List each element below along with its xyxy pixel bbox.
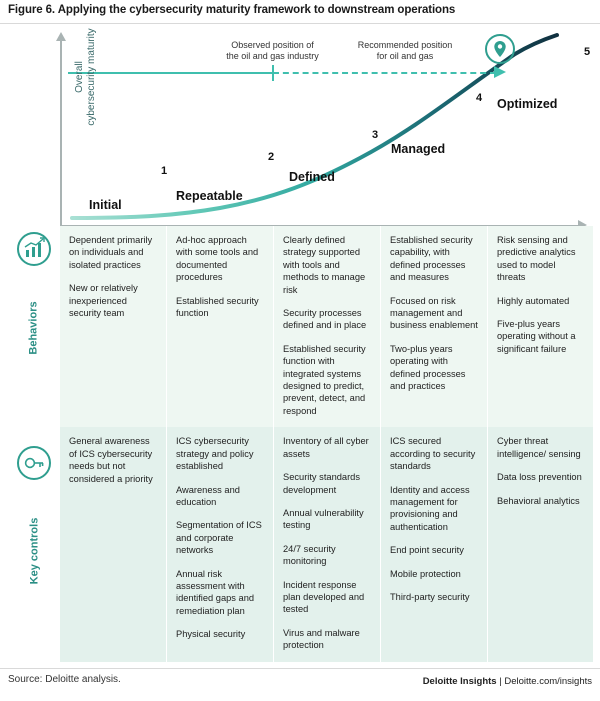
- behaviors-row: [60, 226, 593, 427]
- stage-label-managed: Managed: [391, 142, 446, 156]
- y-axis-label-line1: Overall: [74, 61, 85, 93]
- behaviors-cell-initial: [60, 226, 167, 427]
- footer-divider: [0, 668, 600, 669]
- text-line: Clearly defined strategy supported with tools and methods to manage risk: [283, 235, 366, 295]
- stage-number-4: 4: [476, 92, 483, 104]
- text-line: Focused on risk management and business enablement: [390, 295, 478, 331]
- behaviors-cell-optimized: [488, 226, 593, 427]
- text-line: Awareness and education: [176, 484, 240, 507]
- text-line: Established security function with integrated systems designed to predict, prevent, detect, and respond: [283, 343, 366, 416]
- behaviors-cell-managed: [381, 226, 488, 427]
- brand-name: Deloitte Insights: [422, 676, 497, 687]
- stage-number-1: 1: [161, 165, 168, 177]
- behaviors-cell-defined: [274, 226, 381, 427]
- rail-key-controls: [8, 446, 60, 616]
- text-line: Mobile protection: [390, 568, 461, 579]
- controls-cell-managed: [381, 427, 488, 661]
- text-line: Dependent primarily on individuals and isolated practices: [69, 235, 153, 270]
- text-line: Cyber threat intelligence/ sensing: [497, 436, 581, 459]
- y-axis-label-line2: cybersecurity maturity: [86, 28, 97, 126]
- text-line: Virus and malware protection: [283, 627, 360, 651]
- stage-number-5: 5: [584, 46, 591, 58]
- text-line: Established security capability, with defined processes and measures: [390, 235, 473, 283]
- stage-label-initial: Initial: [89, 198, 122, 212]
- text-line: Security processes defined and in place: [283, 308, 367, 331]
- text-line: Behavioral analytics: [497, 495, 580, 506]
- text-line: Incident response plan developed and tested: [283, 579, 365, 615]
- text-line: Established security function: [176, 295, 259, 319]
- recommended-position-arrow-dashed: [273, 72, 496, 74]
- observed-annotation-line2: the oil and gas industry: [226, 51, 319, 61]
- text-line: General awareness of ICS cybersecurity needs but not considered a priority: [69, 436, 153, 484]
- text-line: Five-plus years operating without a significant failure: [497, 319, 576, 354]
- brand-url: | Deloitte.com/insights: [496, 676, 592, 687]
- maturity-curve-chart: [60, 28, 593, 226]
- stage-number-3: 3: [372, 129, 379, 141]
- text-line: New or relatively inexperienced security team: [69, 283, 138, 319]
- text-line: Annual vulnerability testing: [283, 507, 364, 531]
- brand-attribution: [423, 676, 592, 687]
- text-line: Highly automated: [497, 295, 570, 306]
- controls-cell-optimized: [488, 427, 593, 661]
- controls-cell-initial: [60, 427, 167, 661]
- text-line: Annual risk assessment with identified gaps and remediation plan: [176, 568, 255, 616]
- rail-label-key-controls: Key controls: [28, 517, 41, 585]
- text-line: Security standards development: [283, 472, 360, 495]
- text-line: Segmentation of ICS and corporate networks: [176, 520, 262, 556]
- page-title: Figure 6. Applying the cybersecurity maturity framework to downstream operations: [8, 4, 456, 16]
- bar-chart-growth-icon: [17, 232, 51, 266]
- key-icon: [17, 446, 51, 480]
- text-line: Risk sensing and predictive analytics used to model threats: [497, 235, 576, 283]
- source-note: Source: Deloitte analysis.: [8, 674, 121, 685]
- controls-cell-repeatable: [167, 427, 274, 661]
- recommended-annotation-line2: for oil and gas: [376, 51, 434, 61]
- stage-label-defined: Defined: [289, 170, 335, 184]
- recommended-position-annotation: [335, 40, 475, 62]
- text-line: Data loss prevention: [497, 472, 582, 483]
- stage-label-optimized: Optimized: [497, 97, 558, 111]
- key-controls-row: [60, 427, 593, 661]
- text-line: Ad-hoc approach with some tools and documented procedures: [176, 235, 259, 283]
- text-line: Third-party security: [390, 591, 470, 602]
- y-axis-label: [74, 2, 98, 152]
- observed-position-annotation: [205, 40, 340, 62]
- arrow-head-icon: [494, 66, 506, 78]
- rail-label-behaviors: Behaviors: [28, 301, 41, 355]
- maturity-matrix: [60, 226, 593, 662]
- text-line: Inventory of all cyber assets: [283, 436, 369, 459]
- rail-behaviors: [8, 232, 60, 384]
- text-line: Two-plus years operating with defined processes and practices: [390, 343, 466, 392]
- stage-label-repeatable: Repeatable: [176, 189, 243, 203]
- text-line: Identity and access management for provisioning and authentication: [390, 484, 470, 532]
- text-line: 24/7 security monitoring: [283, 543, 336, 567]
- text-line: ICS cybersecurity strategy and policy established: [176, 436, 254, 472]
- text-line: End point security: [390, 545, 464, 556]
- stage-number-2: 2: [268, 151, 275, 163]
- observed-annotation-line1: Observed position of: [231, 40, 314, 50]
- observed-position-tick: [272, 65, 274, 81]
- text-line: Physical security: [176, 629, 246, 640]
- behaviors-cell-repeatable: [167, 226, 274, 427]
- observed-position-arrow-solid: [68, 72, 273, 74]
- location-pin-icon: [485, 34, 515, 64]
- controls-cell-defined: [274, 427, 381, 661]
- text-line: ICS secured according to security standards: [390, 436, 476, 472]
- recommended-annotation-line1: Recommended position: [357, 40, 453, 50]
